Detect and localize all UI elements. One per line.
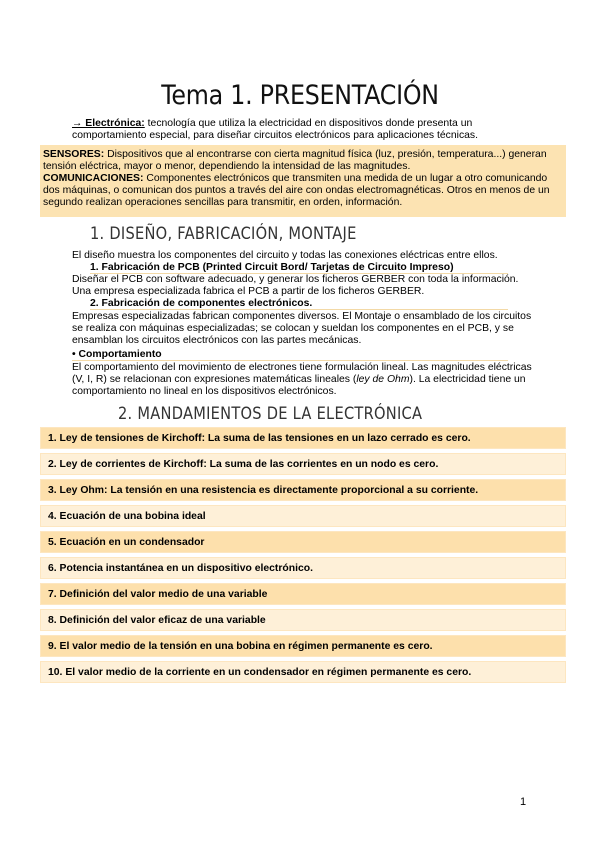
intro-definition	[72, 118, 532, 142]
list-item: 5. Ecuación en un condensador	[40, 531, 566, 553]
list-item: 8. Definición del valor eficaz de una variable	[40, 609, 566, 631]
list-item: 7. Definición del valor medio de una variable	[40, 583, 566, 605]
comportamiento-text-b: ). La electricidad tiene un comportamiento no lineal en los dispositivos electrónicos.	[72, 374, 526, 397]
comunicaciones-text: Componentes electrónicos que transmiten una medida de un lugar a otro comunicando dos máquinas, o comunican dos puntos a través del aire con ondas electromagnéticas. Otros en menos de un segundo realizan operaciones sencillas para transmitir, en orden, información.	[43, 173, 550, 208]
section-1-heading: 1. DISEÑO, FABRICACIÓN, MONTAJE	[90, 224, 357, 244]
section-1-intro: El diseño muestra los componentes del circuito y todas las conexiones eléctricas entre ellos.	[72, 250, 498, 261]
comunicaciones-label: COMUNICACIONES:	[43, 173, 144, 184]
list-item: 9. El valor medio de la tensión en una bobina en régimen permanente es cero.	[40, 635, 566, 657]
sensores-text: Dispositivos que al encontrarse con cierta magnitud física (luz, presión, temperatura...) generan tensión eléctrica, mayor o menor, dependiendo la intensidad de las magnitudes.	[43, 149, 547, 172]
list-item: 3. Ley Ohm: La tensión en una resistencia es directamente proporcional a su corriente.	[40, 479, 566, 501]
subheading-pcb: 1. Fabricación de PCB (Printed Circuit Bord/ Tarjetas de Circuito Impreso)	[90, 262, 454, 273]
list-item: 2. Ley de corrientes de Kirchoff: La suma de las corrientes en un nodo es cero.	[40, 453, 566, 475]
electronica-definition: tecnología que utiliza la electricidad en dispositivos donde presenta un comportamiento especial, para diseñar circuitos electrónicos para aplicaciones técnicas.	[72, 118, 479, 141]
list-item: 4. Ecuación de una bobina ideal	[40, 505, 566, 527]
list-item: 1. Ley de tensiones de Kirchoff: La suma de las tensiones en un lazo cerrado es cero.	[40, 427, 566, 449]
comportamiento-text	[72, 362, 532, 398]
electronica-term: → Electrónica:	[72, 118, 145, 129]
mandamientos-list	[40, 427, 566, 687]
sensores-comunicaciones-box	[40, 145, 566, 217]
subheading-componentes: 2. Fabricación de componentes electrónicos.	[90, 298, 313, 309]
sensores-label: SENSORES:	[43, 149, 105, 160]
section-2-heading: 2. MANDAMIENTOS DE LA ELECTRÓNICA	[118, 404, 423, 424]
comportamiento-text-a: El comportamiento del movimiento de electrones tiene formulación lineal. Las magnitudes eléctricas (V, I, R) se relacionan con expresiones matemáticas lineales (	[72, 362, 532, 385]
page-title: Tema 1. PRESENTACIÓN	[161, 80, 439, 111]
componentes-text: Empresas especializadas fabrican componentes diversos. El Montaje o ensamblado de los circuitos se realiza con máquinas especializadas; se colocan y sueldan los componentes en el PCB, y se ensamblan los circuitos electrónicos con las partes mecánicas.	[72, 311, 532, 346]
pcb-text: Diseñar el PCB con software adecuado, y generar los ficheros GERBER con toda la información. Una empresa especializada fabrica el PCB a partir de los ficheros GERBER.	[72, 274, 519, 297]
list-item: 10. El valor medio de la corriente en un condensador en régimen permanente es cero.	[40, 661, 566, 683]
ley-de-ohm-italic: ley de Ohm	[356, 374, 410, 385]
subheading-comportamiento: • Comportamiento	[72, 349, 162, 360]
list-item: 6. Potencia instantánea en un dispositivo electrónico.	[40, 557, 566, 579]
page-number: 1	[520, 796, 527, 808]
